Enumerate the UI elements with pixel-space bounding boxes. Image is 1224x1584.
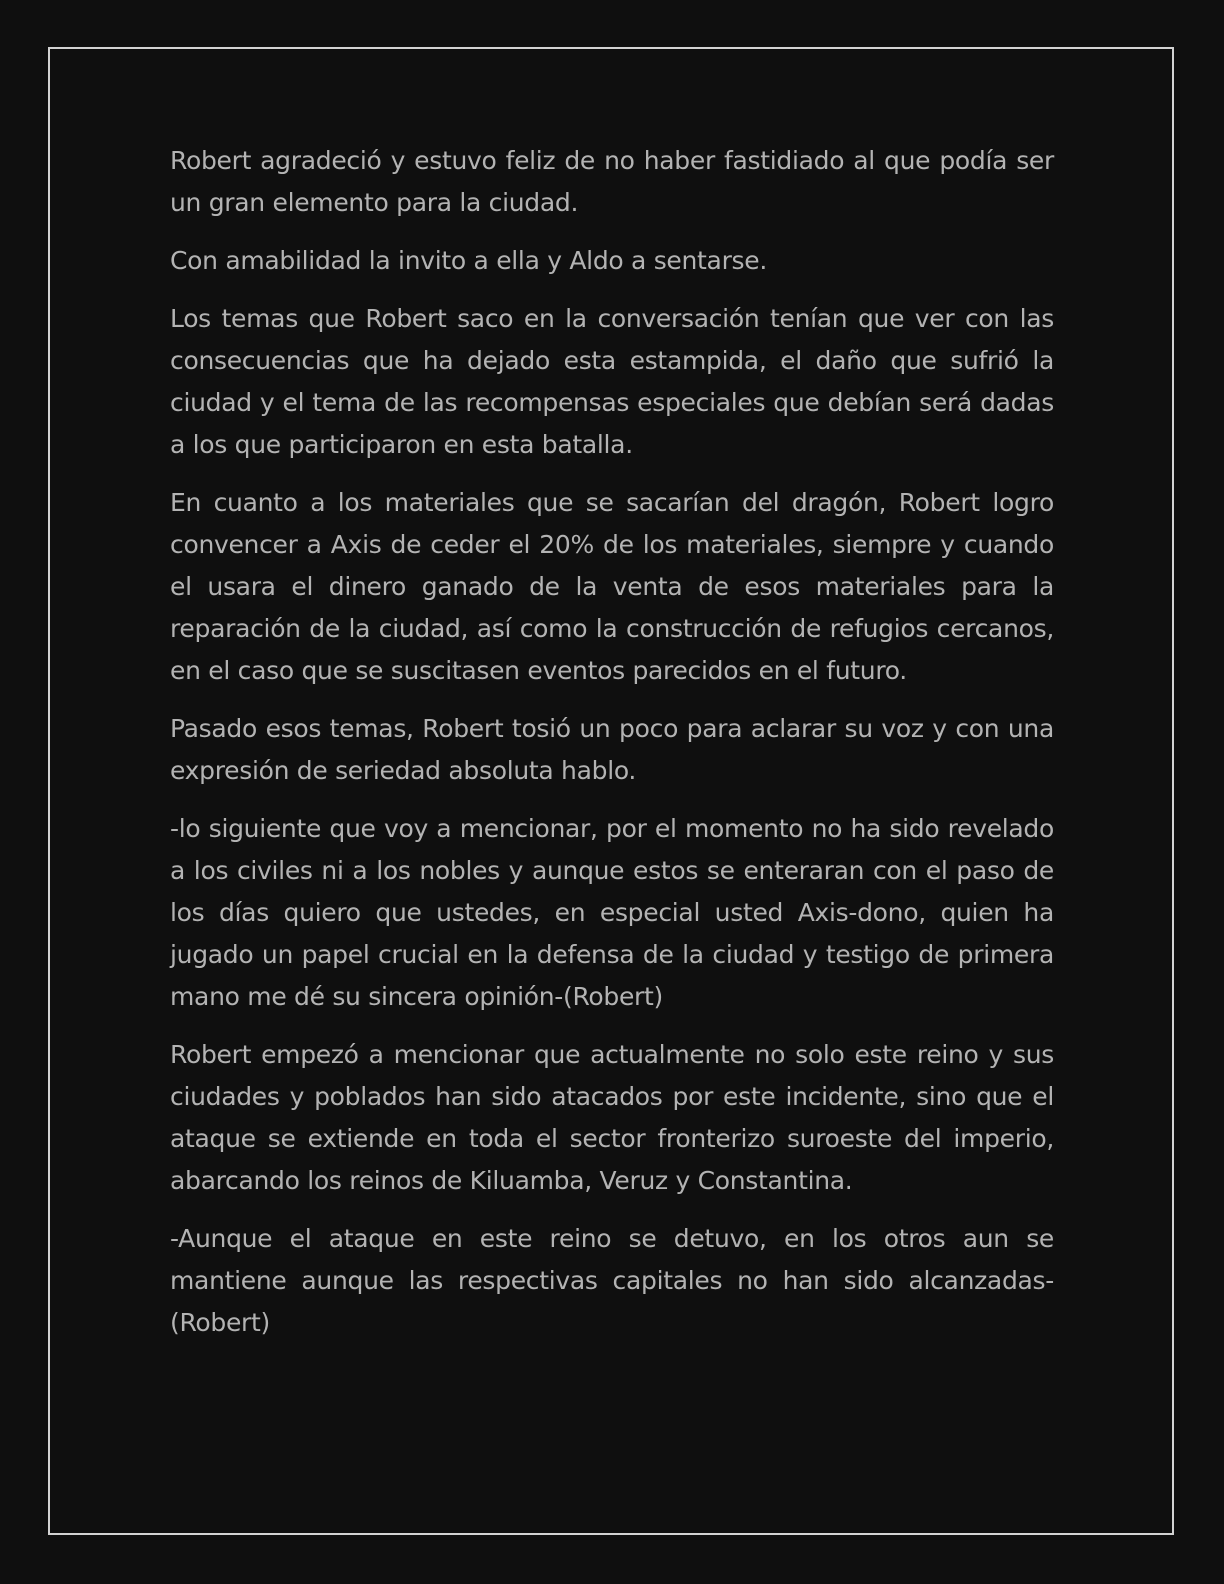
story-text: [170, 140, 1054, 1360]
paragraph-7: Robert empezó a mencionar que actualmente no solo este reino y sus ciudades y poblados han sido atacados por este incidente, sino que el ataque se extiende en toda el sector fronterizo suroeste del imperio, abarcando los reinos de Kiluamba, Veruz y Constantina.: [170, 1040, 1054, 1195]
paragraph-6: -lo siguiente que voy a mencionar, por el momento no ha sido revelado a los civiles ni a los nobles y aunque estos se enteraran con el paso de los días quiero que ustedes, en especial usted Axis-dono, quien ha jugado un papel crucial en la defensa de la ciudad y testigo de primera mano me dé su sincera opinión-(Robert): [170, 814, 1054, 1011]
paragraph-4: En cuanto a los materiales que se sacarían del dragón, Robert logro convencer a Axis de ceder el 20% de los materiales, siempre y cuando el usara el dinero ganado de la venta de esos materiales para la reparación de la ciudad, así como la construcción de refugios cercanos, en el caso que se suscitasen eventos parecidos en el futuro.: [170, 488, 1054, 685]
paragraph-8: -Aunque el ataque en este reino se detuvo, en los otros aun se mantiene aunque las respectivas capitales no han sido alcanzadas-(Robert): [170, 1224, 1054, 1337]
paragraph-1: Robert agradeció y estuvo feliz de no haber fastidiado al que podía ser un gran elemento para la ciudad.: [170, 146, 1054, 217]
paragraph-5: Pasado esos temas, Robert tosió un poco para aclarar su voz y con una expresión de seriedad absoluta hablo.: [170, 714, 1054, 785]
paragraph-3: Los temas que Robert saco en la conversación tenían que ver con las consecuencias que ha dejado esta estampida, el daño que sufrió la ciudad y el tema de las recompensas especiales que debían será dadas a los que participaron en esta batalla.: [170, 304, 1054, 459]
paragraph-2: Con amabilidad la invito a ella y Aldo a sentarse.: [170, 246, 768, 275]
